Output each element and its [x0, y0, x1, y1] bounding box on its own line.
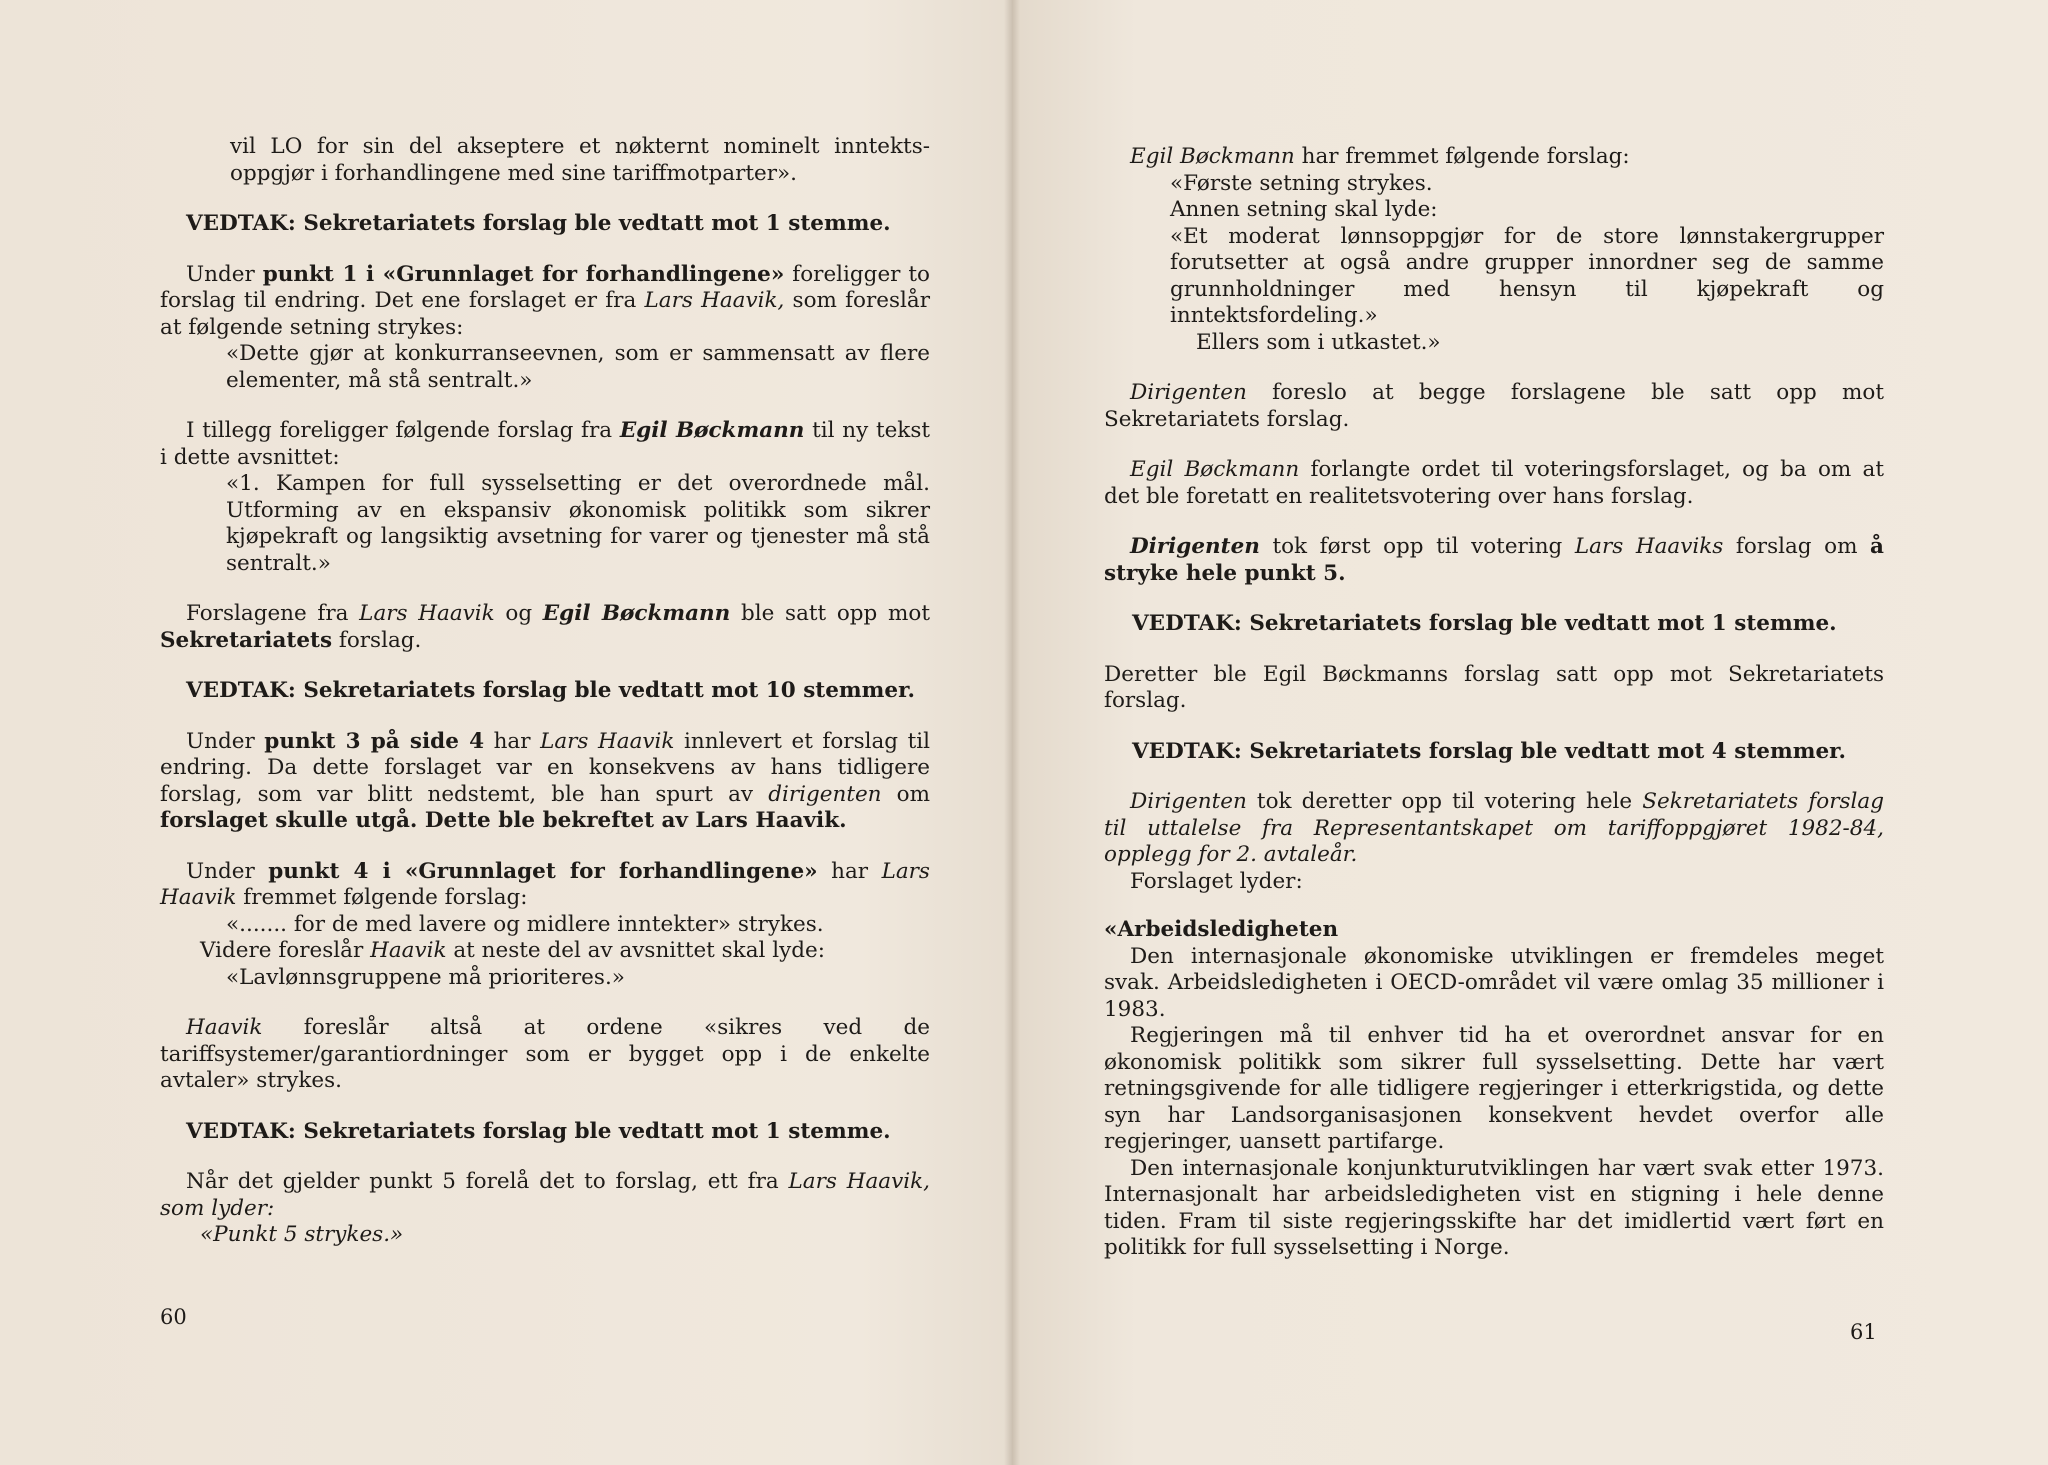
- left-page-body: [160, 134, 930, 1249]
- text-run: om: [881, 781, 931, 807]
- text-run: tok først opp til votering: [1259, 534, 1575, 559]
- paragraph: Den internasjonale økonomiske utviklingen er fremdeles meget svak. Arbeidsledigheten i OECD-området vil være omlag 35 millioner i 1983.: [1104, 943, 1884, 1022]
- book-gutter: [1004, 0, 1020, 1465]
- text-run-italic: Lars Haavik: [540, 728, 675, 754]
- text-run: har: [484, 728, 541, 754]
- resolution-label: VEDTAK:: [1132, 611, 1242, 636]
- text-run-bold: punkt 4 i «Grunnlaget for forhandlingene»: [268, 858, 818, 884]
- paragraph: [160, 1015, 930, 1095]
- text-run: forlangte ordet til voteringsforslaget, og ba om at det ble foretatt en realitetsvotering over hans forslag.: [1104, 457, 1884, 509]
- text-run-italic: Lars Haavik,: [644, 288, 785, 313]
- paragraph: Den internasjonale konjunkturutviklingen har vært svak etter 1973. Internasjonalt har arbeidsledigheten vist en stigning i hele denne tiden. Fram til siste regjeringsskifte har det imidlertid vært ført en politikk for full sysselsetting i Norge.: [1104, 1155, 1884, 1260]
- resolution-text: Sekretariatets forslag ble vedtatt mot 10 stemmer.: [303, 678, 915, 703]
- paragraph: vil LO for sin del akseptere et nøkternt nominelt inntekts-oppgjør i forhandlingene med sine tariffmotparter».: [230, 134, 930, 186]
- text-run-italic: «Punkt 5 strykes.»: [200, 1222, 404, 1247]
- text-run: I tillegg foreligger følgende forslag fra: [186, 418, 620, 443]
- text-run-italic: Haavik: [370, 938, 447, 963]
- text-run: Under: [186, 728, 265, 754]
- text-run: foreligger to forslag til endring. Det ene forslaget er fra: [160, 261, 930, 313]
- resolution: [1104, 739, 1884, 766]
- resolution-text: Sekretariatets forslag ble vedtatt mot 1 stemme.: [303, 211, 891, 236]
- quote: «1. Kampen for full sysselsetting er det overordnede mål. Utforming av en ekspansiv økonomisk politikk som sikrer kjøpekraft og langsiktig avsetning for varer og tjenester må stå sentralt.»: [226, 471, 930, 576]
- text-run-bold-italic: Egil Bøckmann: [619, 418, 805, 443]
- resolution-text: Sekretariatets forslag ble vedtatt mot 1 stemme.: [303, 1118, 891, 1144]
- text-run-bold: Sekretariatets: [160, 627, 333, 653]
- text-run: innlevert et forslag til endring. Da dette forslaget var en konsekvens av hans tidligere forslag, som var blitt nedstemt, ble han spurt av: [160, 728, 930, 807]
- resolution-label: VEDTAK:: [186, 211, 296, 236]
- paragraph: [1104, 534, 1884, 587]
- paragraph: [160, 1169, 930, 1222]
- text-run-bold-italic: Egil Bøckmann: [542, 601, 731, 626]
- resolution: [1104, 611, 1884, 638]
- quote: «Dette gjør at konkurranseevnen, som er sammensatt av flere elementer, må stå sentralt.»: [226, 341, 930, 393]
- paragraph: Forslaget lyder:: [1130, 868, 1303, 894]
- text-run: som foreslår at følgende setning strykes:: [160, 288, 931, 340]
- quote: Annen setning skal lyde:: [1170, 197, 1438, 222]
- text-run: Under: [186, 858, 269, 884]
- paragraph: [1104, 144, 1884, 171]
- paragraph: [1104, 789, 1884, 869]
- paragraph: [1104, 457, 1884, 510]
- text-run-bold: forslaget skulle utgå. Dette ble bekreftet av Lars Haavik.: [160, 808, 847, 833]
- text-run-italic: Haavik: [186, 1015, 263, 1040]
- text-run-italic: Egil Bøckmann: [1130, 144, 1295, 169]
- paragraph: [160, 729, 930, 835]
- text-run-italic: Lars Haavik, som lyder:: [160, 1169, 930, 1221]
- text-run-italic: Lars Haavik: [160, 858, 930, 910]
- text-run-italic: Dirigenten: [1130, 380, 1247, 405]
- text-run: foreslår altså at ordene «sikres ved de tariffsystemer/garantiordninger som er bygget opp i de enkelte avtaler» strykes.: [160, 1015, 930, 1093]
- text-run-italic: Lars Haaviks: [1574, 534, 1724, 559]
- resolution-label: VEDTAK:: [1132, 738, 1242, 764]
- text-run: tok deretter opp til votering hele: [1246, 789, 1643, 814]
- resolution-label: VEDTAK:: [186, 1118, 296, 1144]
- text-run: at neste del av avsnittet skal lyde:: [446, 938, 825, 963]
- resolution-text: Sekretariatets forslag ble vedtatt mot 1 stemme.: [1249, 611, 1837, 636]
- text-run: foreslo at begge forslagene ble satt opp mot Sekretariatets forslag.: [1104, 380, 1884, 432]
- page-number: 60: [160, 1305, 187, 1329]
- resolution: [160, 678, 930, 705]
- quote: [160, 1222, 930, 1249]
- text-run-italic: dirigenten: [768, 781, 882, 807]
- text-run: har: [817, 858, 882, 884]
- right-page-body: [1104, 144, 1884, 1262]
- text-run-italic: Lars Haavik: [359, 601, 495, 626]
- text-run-bold: å stryke hele punkt 5.: [1104, 534, 1884, 586]
- quote: «Lavlønnsgruppene må prioriteres.»: [226, 964, 625, 990]
- text-run: fremmet følgende forslag:: [236, 885, 528, 910]
- text-run-bold: punkt 3 på side 4: [264, 728, 485, 754]
- paragraph: [160, 859, 930, 912]
- resolution-label: VEDTAK:: [186, 678, 296, 703]
- paragraph: [160, 418, 930, 471]
- paragraph: [1104, 380, 1884, 433]
- paragraph: [160, 262, 930, 342]
- text-run: har fremmet følgende forslag:: [1294, 144, 1630, 169]
- paragraph: Regjeringen må til enhver tid ha et overordnet ansvar for en økonomisk politikk som sikrer full sysselsetting. Dette har vært retningsgivende for alle tidligere regjeringer i etterkrigstida, og dette syn har Landsorganisasjonen konsekvent hevdet overfor alle regjeringer, uansett partifarge.: [1104, 1023, 1884, 1154]
- quote: Ellers som i utkastet.»: [1196, 329, 1441, 355]
- right-page: [1012, 0, 2048, 1465]
- quote: «Første setning strykes.: [1170, 170, 1433, 196]
- resolution: [160, 211, 930, 238]
- resolution: [160, 1119, 930, 1146]
- text-run: Når det gjelder punkt 5 forelå det to forslag, ett fra: [186, 1169, 789, 1194]
- text-run-italic: Sekretariatets forslag til uttalelse fra Representantskapet om tariffoppgjøret 1982-84, opplegg for 2. avtaleår.: [1104, 789, 1884, 867]
- text-run-bold: punkt 1 i «Grunnlaget for forhandlingene»: [262, 261, 785, 287]
- text-run-bold-italic: Dirigenten: [1130, 534, 1260, 559]
- page-number: 61: [1850, 1320, 1877, 1344]
- text-run-italic: Egil Bøckmann: [1130, 457, 1300, 482]
- section-heading: «Arbeidsledigheten: [1104, 917, 1339, 942]
- paragraph: [160, 601, 930, 654]
- left-page: [0, 0, 1012, 1465]
- text-run: Forslagene fra: [186, 601, 360, 626]
- text-run: Videre foreslår: [200, 938, 371, 963]
- text-run: forslag.: [332, 627, 422, 653]
- paragraph: Deretter ble Egil Bøckmanns forslag satt opp mot Sekretariatets forslag.: [1104, 661, 1884, 713]
- text-run: Under: [186, 261, 263, 287]
- text-run: til ny tekst i dette avsnittet:: [160, 418, 931, 470]
- resolution-text: Sekretariatets forslag ble vedtatt mot 4 stemmer.: [1249, 738, 1846, 764]
- quote: «Et moderat lønnsoppgjør for de store lønnstakergrupper forutsetter at også andre grupper innordner seg de samme grunnholdninger med hensyn til kjøpekraft og inntektsfordeling.»: [1170, 223, 1884, 328]
- text-run: og: [494, 601, 543, 626]
- quote: «....... for de med lavere og midlere inntekter» strykes.: [226, 911, 824, 937]
- text-run-italic: Dirigenten: [1130, 789, 1247, 814]
- paragraph: [160, 938, 930, 965]
- text-run: ble satt opp mot: [730, 601, 930, 626]
- text-run: forslag om: [1723, 534, 1871, 559]
